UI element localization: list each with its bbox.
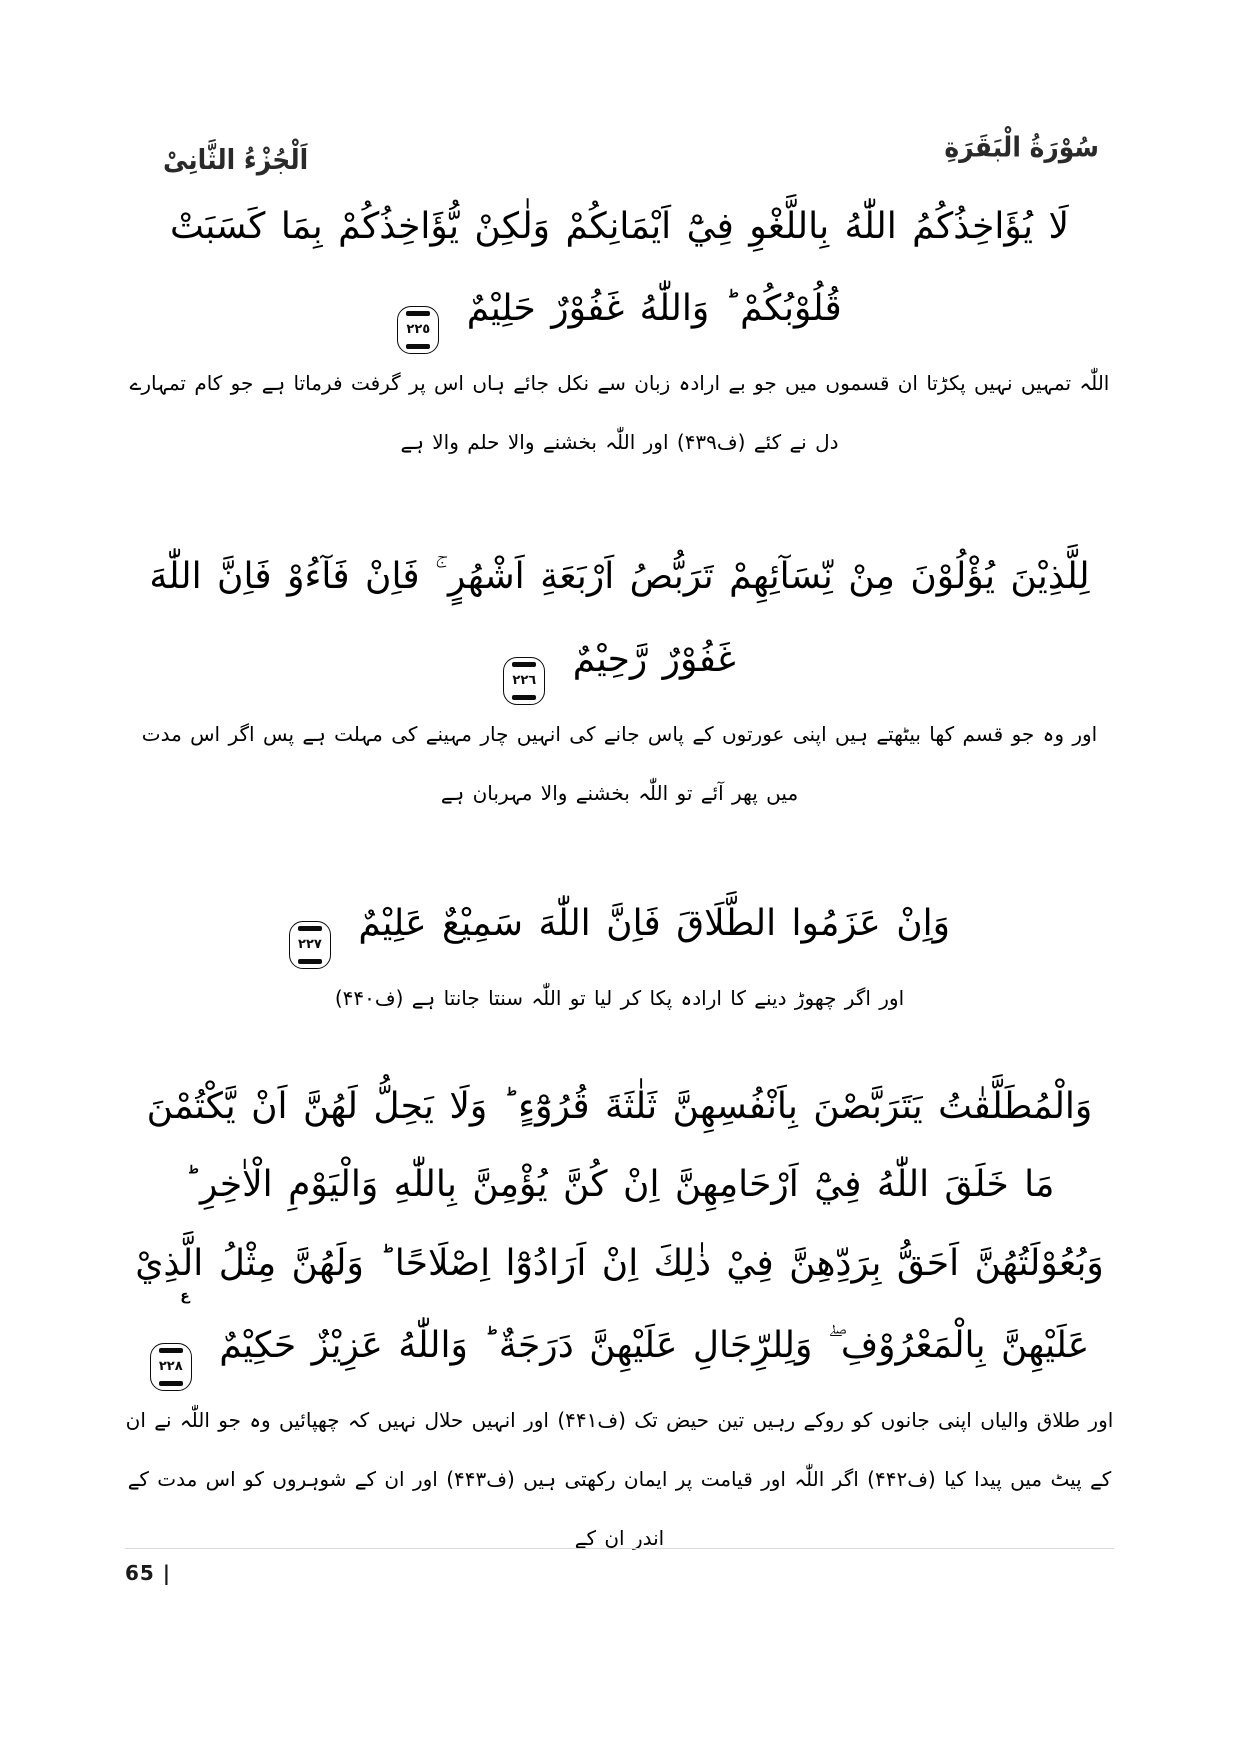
surah-title-calligraphy: سُوْرَةُ الْبَقَرَةِ: [944, 131, 1099, 164]
section-gap: [125, 1028, 1114, 1068]
verse-marker-ornament: [289, 921, 331, 969]
section-gap: [125, 472, 1114, 524]
verse-number-marker: [289, 881, 331, 969]
page-header: [125, 118, 1114, 174]
verse-marker-ornament: [503, 657, 545, 705]
verse-number: ٢٢٧: [298, 936, 322, 952]
marker-bottom-bar: [406, 344, 430, 349]
verse-number: ٢٢٦: [512, 672, 537, 688]
verse-urdu-translation-225: اللّٰہ تمہیں نہیں پکڑتا ان قسموں میں جو بے ارادہ زبان سے نکل جائے ہاں اس پر گرفت فرماتا ہے جو کام تمہارے دل نے کئے (ف۴۳۹) اور اللّٰہ بخشنے والا حلم والا ہے: [129, 371, 1110, 455]
page-footer: [0, 1548, 1239, 1585]
verse-block-226: [125, 538, 1114, 822]
verse-marker-ornament: [397, 306, 439, 354]
footer-divider: [125, 1548, 1114, 1549]
marker-top-bar: [512, 662, 536, 667]
verse-urdu-translation-226: اور وہ جو قسم کھا بیٹھتے ہیں اپنی عورتوں کے پاس جانے کی انہیں چار مہینے کی مہلت ہے پس اگر اس مدت میں پھر آئے تو اللّٰہ بخشنے والا مہربان ہے: [141, 721, 1098, 805]
marker-top-bar: [406, 311, 430, 316]
verse-number-marker: [503, 617, 545, 705]
verse-arabic-225: [125, 188, 1114, 354]
verse-number: ٢٢٥: [406, 322, 431, 338]
arabic-text: وَالْمُطَلَّقٰتُ يَتَرَبَّصْنَ بِاَنْفُسِهِنَّ ثَلٰثَةَ قُرُوْٓءٍ ؕ وَلَا يَحِلُّ لَهُنَّ اَنْ يَّكْتُمْنَ مَا خَلَقَ اللّٰهُ فِيْٓ اَرْحَامِهِنَّ اِنْ كُنَّ يُؤْمِنَّ بِاللّٰهِ وَالْيَوْمِ الْاٰخِرِ ؕ وَبُعُوْلَتُهُنَّ اَحَقُّ بِرَدِّهِنَّ فِيْ ذٰلِكَ اِنْ اَرَادُوْٓا اِصْلَاحًا ؕ وَلَهُنَّ مِثْلُ الَّذِيْ عَلَيْهِنَّ بِالْمَعْرُوْفِ ۖ وَلِلرِّجَالِ عَلَيْهِنَّ دَرَجَةٌ ؕ وَاللّٰهُ عَزِيْزٌ حَكِيْمٌ: [135, 1085, 1104, 1367]
section-gap: [125, 823, 1114, 881]
verse-arabic-226: [125, 538, 1114, 704]
arabic-text: وَاِنْ عَزَمُوا الطَّلَاقَ فَاِنَّ اللّٰهَ سَمِيْعٌ عَلِيْمٌ: [358, 902, 951, 944]
verse-urdu-translation-227: اور اگر چھوڑ دینے کا ارادہ پکا کر لیا تو اللّٰہ سنتا جانتا ہے (ف۴۴۰): [334, 985, 905, 1010]
verse-block-227: [125, 881, 1114, 1028]
verse-marker-ornament: [150, 1343, 192, 1391]
page-number: 65 |: [125, 1561, 172, 1585]
marker-top-bar: [159, 1348, 183, 1353]
juz-title-calligraphy: اَلْجُزْءُ الثَّانِیْ: [163, 143, 309, 176]
verse-block-225: [125, 188, 1114, 472]
verse-number-marker: [150, 1288, 192, 1391]
verse-block-228: [125, 1068, 1114, 1568]
marker-top-bar: [298, 926, 322, 931]
arabic-text: لِلَّذِيْنَ يُؤْلُوْنَ مِنْ نِّسَآئِهِمْ تَرَبُّصُ اَرْبَعَةِ اَشْهُرٍ ۚ فَاِنْ فَآءُوْ فَاِنَّ اللّٰهَ غَفُوْرٌ رَّحِيْمٌ: [149, 556, 1090, 680]
marker-bottom-bar: [512, 695, 536, 700]
verse-arabic-227: [125, 881, 1114, 969]
verse-arabic-228: [125, 1068, 1114, 1391]
arabic-text: لَا يُؤَاخِذُكُمُ اللّٰهُ بِاللَّغْوِ فِيْٓ اَيْمَانِكُمْ وَلٰكِنْ يُّؤَاخِذُكُمْ بِمَا كَسَبَتْ قُلُوْبُكُمْ ؕ وَاللّٰهُ غَفُوْرٌ حَلِيْمٌ: [169, 206, 1070, 330]
ruku-mark: ع: [180, 1288, 190, 1305]
marker-bottom-bar: [159, 1381, 183, 1386]
verse-number-marker: [397, 266, 439, 354]
marker-bottom-bar: [298, 959, 322, 964]
verse-number: ٢٢٨: [158, 1359, 183, 1375]
verse-urdu-translation-228: اور طلاق والیاں اپنی جانوں کو روکے رہیں تین حیض تک (ف۴۴۱) اور انہیں حلال نہیں کہ چھپائیں وہ جو اللّٰہ نے ان کے پیٹ میں پیدا کیا (ف۴۴۲) اگر اللّٰہ اور قیامت پر ایمان رکھتی ہیں (ف۴۴۳) اور ان کے شوہروں کو اس مدت کے اندر ان کے: [125, 1408, 1114, 1551]
